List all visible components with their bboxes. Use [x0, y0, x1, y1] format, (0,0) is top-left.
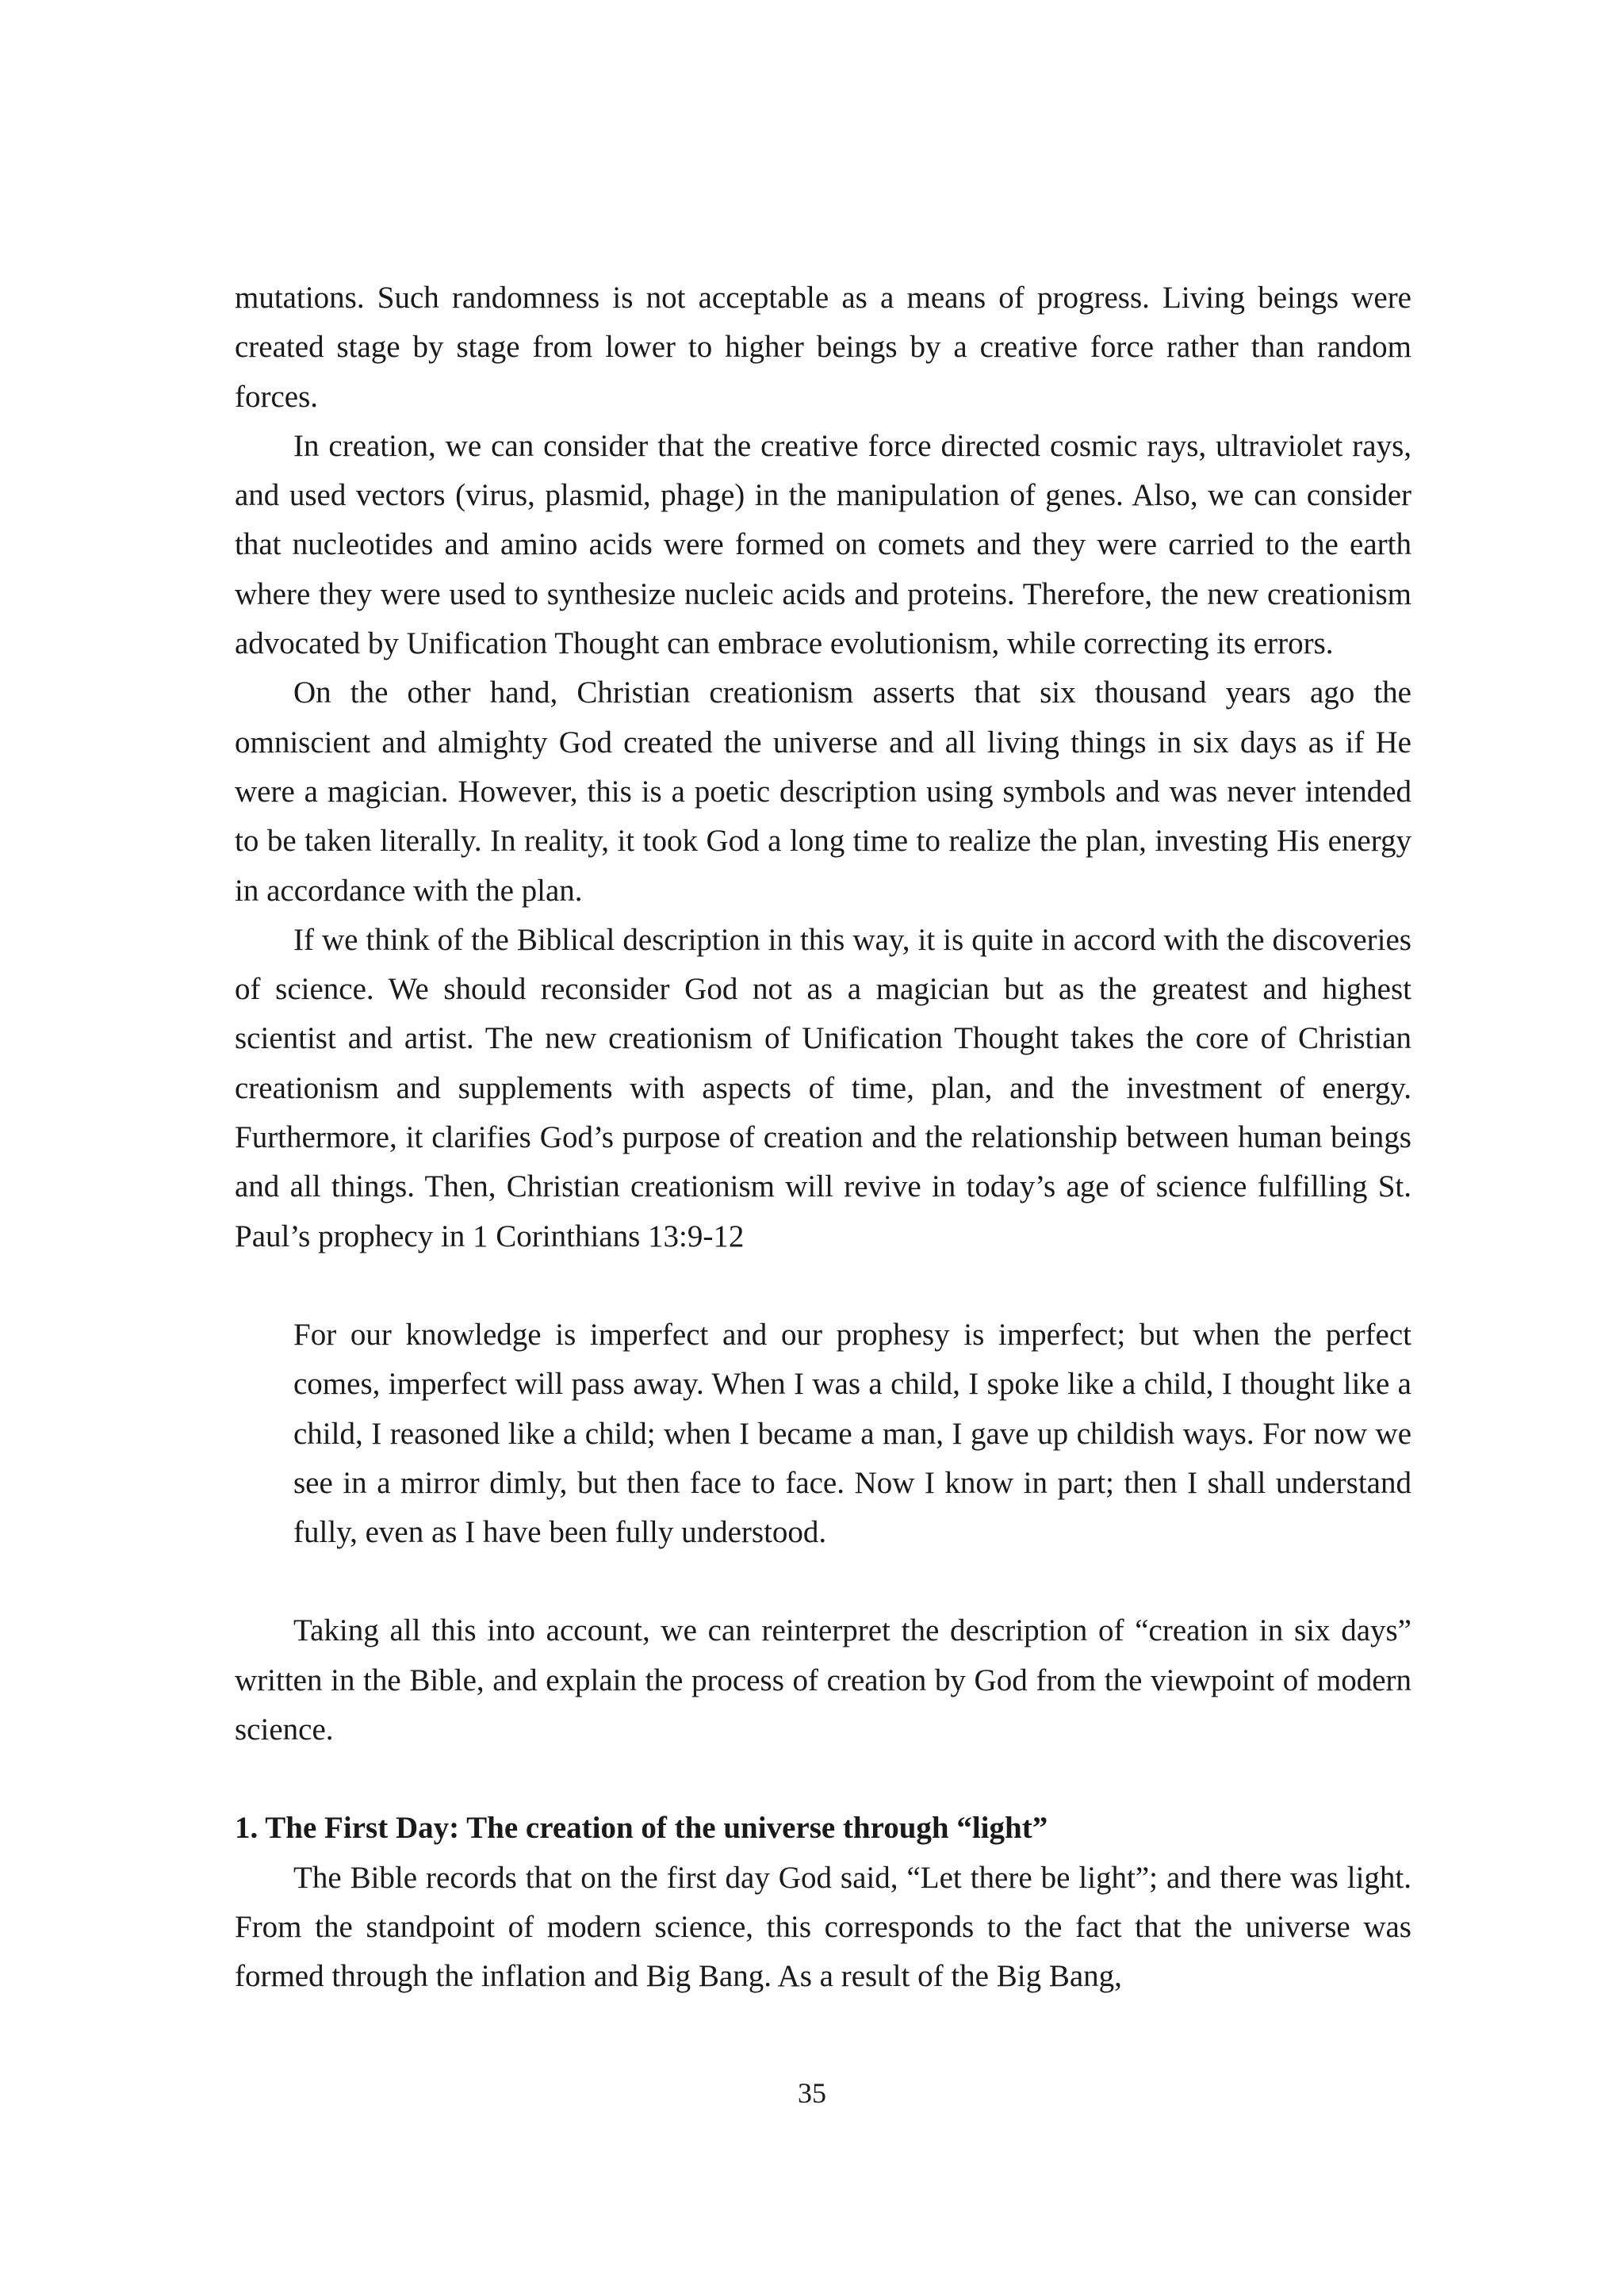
paragraph-creative-force: In creation, we can consider that the creative force directed cosmic rays, ultraviolet rays, and used vectors (virus, plasmid, phage) in the manipulation of genes. Also, we can consider that nucleotides and amino acids were formed on comets and they were carried to the earth where they were used to synthesize nucleic acids and proteins. Therefore, the new creationism advocated by Unification Thought can embrace evolutionism, while correcting its errors. — [235, 428, 1411, 661]
page-body — [235, 274, 1411, 2002]
section-heading: 1. The First Day: The creation of the universe through “light” — [235, 1811, 1048, 1846]
paragraph-biblical-description: If we think of the Biblical description in this way, it is quite in accord with the discoveries of science. We should reconsider God not as a magician but as the greatest and highest scientist and artist. The new creationism of Unification Thought takes the core of Christian creationism and supplements with aspects of time, plan, and the investment of energy. Furthermore, it clarifies God’s purpose of creation and the relationship between human beings and all things. Then, Christian creationism will revive in today’s age of science fulfilling St. Paul’s prophecy in 1 Corinthians 13:9-12 — [235, 922, 1411, 1253]
paragraph-reinterpretation: Taking all this into account, we can reinterpret the description of “creation in six days” written in the Bible, and explain the process of creation by God from the viewpoint of modern science. — [235, 1613, 1411, 1747]
block-quote: For our knowledge is imperfect and our prophesy is imperfect; but when the perfect comes, imperfect will pass away. When I was a child, I spoke like a child, I thought like a child, I reasoned like a child; when I became a man, I gave up childish ways. For now we see in a mirror dimly, but then face to face. Now I know in part; then I shall understand fully, even as I have been fully understood. — [293, 1317, 1411, 1550]
page-number: 35 — [798, 2077, 826, 2109]
paragraph-continuation: mutations. Such randomness is not acceptable as a means of progress. Living beings were created stage by stage from lower to higher beings by a creative force rather than random forces. — [235, 281, 1411, 414]
paragraph-christian-creationism: On the other hand, Christian creationism asserts that six thousand years ago the omniscient and almighty God created the universe and all living things in six days as if He were a magician. However, this is a poetic description using symbols and was never intended to be taken literally. In reality, it took God a long time to realize the plan, investing His energy in accordance with the plan. — [235, 675, 1411, 908]
paragraph-first-day: The Bible records that on the first day God said, “Let there be light”; and there was light. From the standpoint of modern science, this corresponds to the fact that the universe was formed through the inflation and Big Bang. As a result of the Big Bang, — [235, 1860, 1411, 1994]
